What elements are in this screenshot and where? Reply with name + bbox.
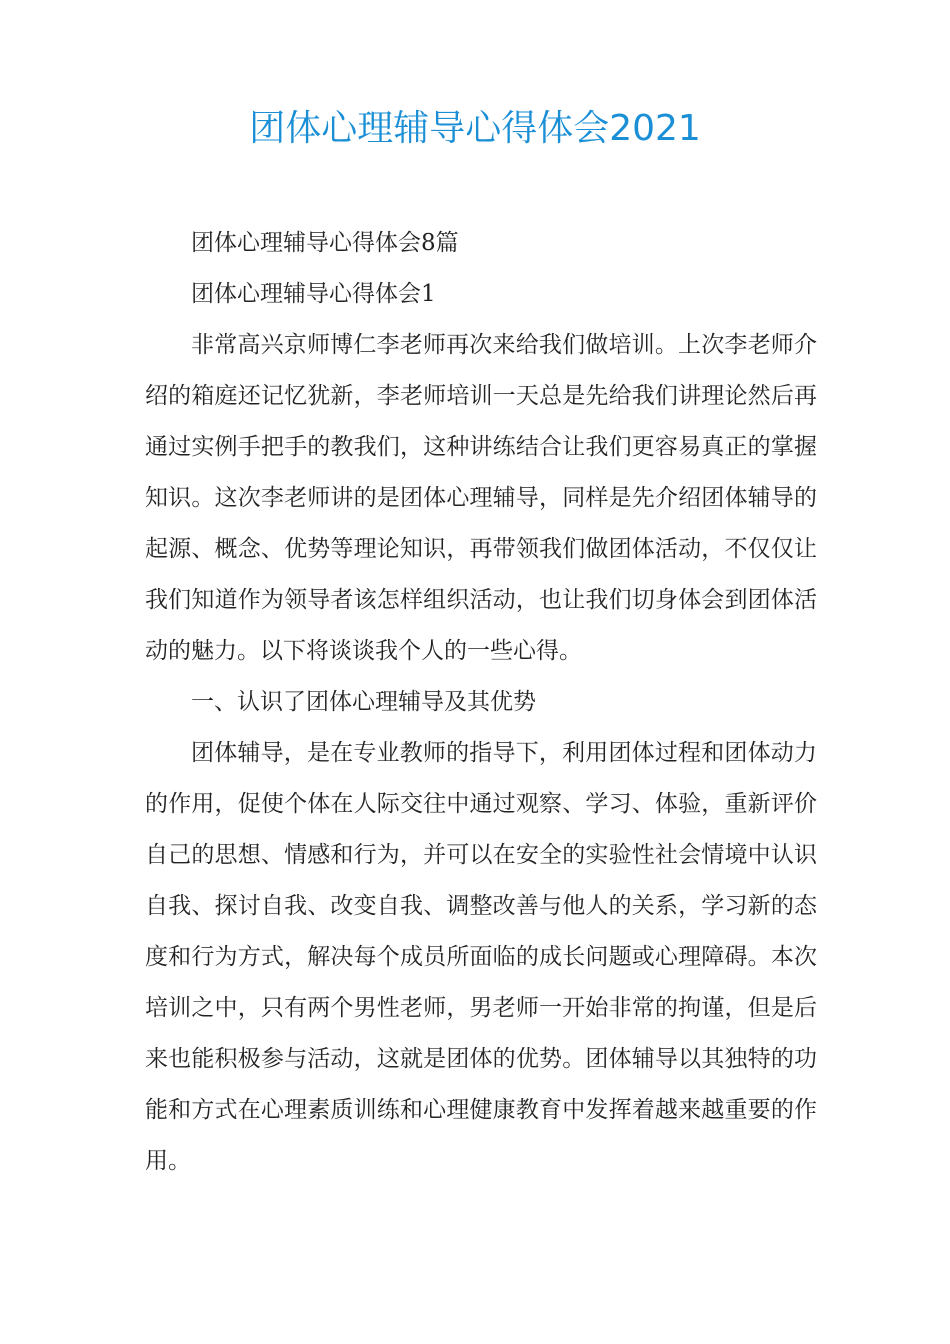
paragraph-group-counseling: 团体辅导，是在专业教师的指导下，利用团体过程和团体动力的作用，促使个体在人际交往中通过观察、学习、体验，重新评价自己的思想、情感和行为，并可以在安全的实验性社会情境中认识自我、探讨自我、改变自我、调整改善与他人的关系，学习新的态度和行为方式，解决每个成员所面临的成长问题或心理障碍。本次培训之中，只有两个男性老师，男老师一开始非常的拘谨，但是后来也能积极参与活动，这就是团体的优势。团体辅导以其独特的功能和方式在心理素质训练和心理健康教育中发挥着越来越重要的作用。 <box>145 740 817 1174</box>
section-heading-1: 一、认识了团体心理辅导及其优势 <box>191 689 536 715</box>
subtitle-line: 团体心理辅导心得体会8篇 <box>191 230 459 256</box>
document-title: 团体心理辅导心得体会2021 <box>249 108 701 149</box>
paragraph-intro: 非常高兴京师博仁李老师再次来给我们做培训。上次李老师介绍的箱庭还记忆犹新，李老师培训一天总是先给我们讲理论然后再通过实例手把手的教我们，这种讲练结合让我们更容易真正的掌握知识。这次李老师讲的是团体心理辅导，同样是先介绍团体辅导的起源、概念、优势等理论知识，再带领我们做团体活动，不仅仅让我们知道作为领导者该怎样组织活动，也让我们切身体会到团体活动的魅力。以下将谈谈我个人的一些心得。 <box>145 332 817 664</box>
document-body <box>145 218 817 1187</box>
section-title: 团体心理辅导心得体会1 <box>191 281 436 307</box>
